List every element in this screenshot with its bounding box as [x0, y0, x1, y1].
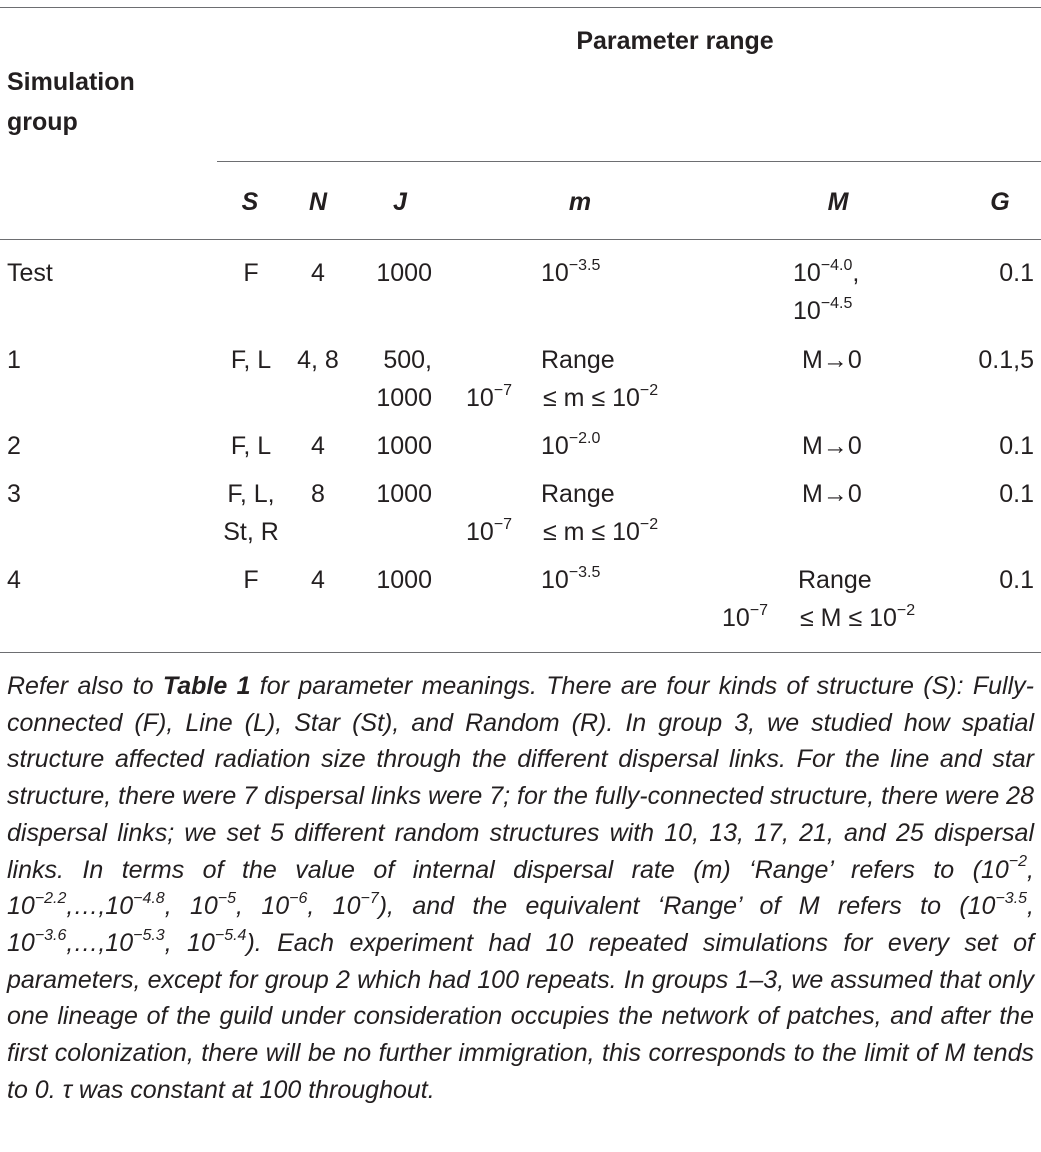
caption-text: , 10 — [164, 928, 215, 957]
cell-capital-m: M→0 — [802, 346, 862, 374]
cell-line: 1000 — [376, 384, 432, 412]
caption-text: ), and the equivalent ‘Range’ of M refers to (10 — [378, 892, 996, 921]
exponent: −2 — [1008, 853, 1028, 871]
cell-line: 1000 — [376, 566, 432, 594]
power-base: 10 — [793, 259, 821, 287]
cell-line: 4 — [311, 259, 325, 287]
caption-text: , 10 — [164, 892, 218, 921]
cell-group: 1 — [7, 346, 21, 374]
cell-n — [290, 341, 346, 379]
cell-line: 500, — [383, 346, 432, 374]
range-relation — [543, 379, 658, 417]
caption-text: Refer also to — [7, 672, 163, 700]
exponent: −5 — [217, 889, 237, 907]
cell-j — [350, 341, 432, 417]
cell-line: F, L — [230, 346, 272, 374]
caption-text: ,…,10 — [66, 892, 134, 921]
top-rule — [0, 7, 1041, 8]
exponent: −7 — [493, 515, 513, 533]
exponent: −4.0 — [820, 256, 853, 274]
cell-line: F, L, — [227, 480, 275, 508]
cell-s — [205, 475, 297, 551]
power-base: 10 — [793, 297, 821, 325]
power-base: 10 — [541, 432, 569, 460]
caption-text: , 10 — [236, 892, 290, 921]
exponent: −2 — [639, 381, 659, 399]
cell-j — [350, 427, 432, 465]
cell-s — [205, 427, 297, 465]
range-relation — [543, 513, 658, 551]
caption-table-ref: Table 1 — [162, 672, 251, 700]
parameter-range-rule — [217, 161, 1041, 162]
cell-group: Test — [7, 259, 53, 287]
cell-line: 8 — [311, 480, 325, 508]
cell-line: F — [243, 566, 259, 594]
cell-line: St, R — [223, 518, 279, 546]
cell-line: F, L — [230, 432, 272, 460]
caption-text: , 10 — [7, 855, 1034, 921]
cell-capital-m: M→0 — [802, 432, 862, 460]
cell-j — [350, 254, 432, 292]
column-header-s: S — [241, 188, 259, 216]
cell-s — [205, 341, 297, 379]
power-base: 10 — [612, 384, 640, 412]
exponent: −2.2 — [34, 889, 67, 907]
range-label: Range — [541, 480, 615, 508]
range-relation — [800, 599, 915, 637]
cell-n — [290, 561, 346, 599]
cell-line — [793, 292, 859, 330]
exponent: −7 — [493, 381, 513, 399]
caption-text: ,…,10 — [66, 928, 134, 957]
exponent: −5.4 — [214, 926, 247, 944]
exponent: −7 — [749, 601, 769, 619]
exponent: −4.5 — [820, 294, 853, 312]
cell-g: 0.1,5 — [978, 346, 1034, 374]
column-header-g: G — [990, 188, 1010, 216]
cell-group: 2 — [7, 432, 21, 460]
header-simulation-group: Simulation group — [7, 68, 135, 136]
exponent: −3.5 — [568, 563, 601, 581]
cell-g: 0.1 — [999, 566, 1034, 594]
cell-m — [541, 427, 600, 465]
caption-text: ). Each experiment had 10 repeated simulations for every set of parameters, except for group 2 which had 100 repeats. In groups 1–3, we assumed that only one lineage of the guild under consideration occupies the network of patches, and after the first colonization, there will be no further immigration, this corresponds to the limit of M tends to 0. τ was constant at 100 throughout. — [7, 928, 1034, 1104]
power-base: 10 — [612, 518, 640, 546]
column-header-j: J — [393, 188, 407, 216]
power-base: 10 — [869, 604, 897, 632]
cell-capital-m — [793, 254, 859, 330]
cell-g: 0.1 — [999, 259, 1034, 287]
cell-m — [541, 254, 600, 292]
table-caption — [7, 668, 1034, 1108]
cell-group: 3 — [7, 480, 21, 508]
relation-text: ≤ m ≤ — [543, 384, 613, 412]
bottom-rule — [0, 652, 1041, 653]
cell-m — [541, 561, 600, 599]
cell-j — [350, 561, 432, 599]
power-base: 10 — [722, 604, 750, 632]
exponent: −3.5 — [995, 889, 1028, 907]
relation-text: ≤ m ≤ — [543, 518, 613, 546]
cell-s — [205, 254, 297, 292]
cell-s — [205, 561, 297, 599]
column-header-m: m — [568, 188, 592, 216]
cell-line — [793, 254, 859, 292]
cell-capital-m: M→0 — [802, 480, 862, 508]
caption-text: , 10 — [7, 892, 1034, 957]
power-base: 10 — [466, 384, 494, 412]
exponent: −3.6 — [34, 926, 67, 944]
exponent: −2 — [639, 515, 659, 533]
header-parameter-range: Parameter range — [576, 27, 774, 55]
exponent: −7 — [360, 889, 379, 907]
range-lower-bound — [466, 513, 512, 551]
range-label: Range — [798, 566, 872, 594]
cell-line: 4 — [311, 566, 325, 594]
exponent: −2 — [896, 601, 916, 619]
exponent: −2.0 — [568, 429, 601, 447]
cell-g: 0.1 — [999, 432, 1034, 460]
range-lower-bound — [722, 599, 768, 637]
caption-text: for parameter meanings. There are four kinds of structure (S): Fully-connected (F), Line (L), Star (St), and Random (R). In group 3, we studied how spatial structure affected radiation size through the different dispersal links. For the line and star structure, there were 7 dispersal links were 7; for the fully-connected structure, there were 28 dispersal links; we set 5 different random structures with 10, 13, 17, 21, and 25 dispersal links. In terms of the value of internal dispersal rate (m) ‘Range’ refers to (10 — [7, 672, 1034, 884]
exponent: −3.5 — [568, 256, 601, 274]
cell-line: 4, 8 — [297, 346, 339, 374]
range-lower-bound — [466, 379, 512, 417]
power-base: 10 — [466, 518, 494, 546]
suffix: , — [852, 259, 860, 287]
cell-line: 4 — [311, 432, 325, 460]
cell-group: 4 — [7, 566, 21, 594]
exponent: −5.3 — [133, 926, 165, 944]
column-header-n: N — [308, 188, 328, 216]
exponent: −4.8 — [133, 889, 165, 907]
cell-line: F — [243, 259, 259, 287]
header-rule — [0, 239, 1041, 240]
cell-j — [350, 475, 432, 513]
column-header-capital-m: M — [827, 188, 849, 216]
caption-text: , 10 — [307, 892, 361, 921]
cell-line: 1000 — [376, 259, 432, 287]
range-label: Range — [541, 346, 615, 374]
power-base: 10 — [541, 259, 569, 287]
cell-n — [290, 427, 346, 465]
cell-n — [290, 475, 346, 513]
power-base: 10 — [541, 566, 569, 594]
relation-text: ≤ M ≤ — [800, 604, 870, 632]
cell-n — [290, 254, 346, 292]
cell-line: 1000 — [376, 480, 432, 508]
cell-g: 0.1 — [999, 480, 1034, 508]
cell-line: 1000 — [376, 432, 432, 460]
exponent: −6 — [289, 889, 308, 907]
